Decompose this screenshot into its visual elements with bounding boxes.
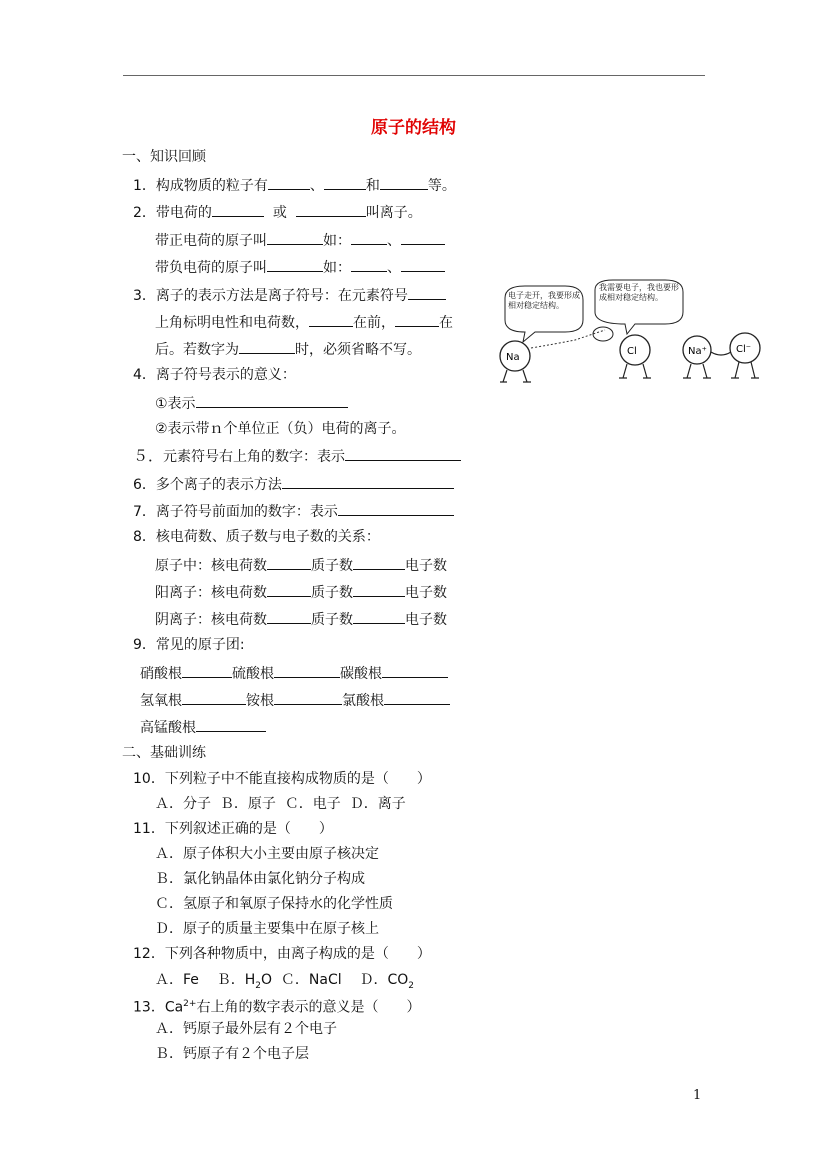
net-icon (593, 327, 613, 341)
atom-label: Cl⁻ (736, 344, 752, 355)
blank (274, 690, 342, 705)
atom-label: Cl (627, 346, 637, 357)
blank (353, 555, 405, 570)
q1-text: 构成物质的粒子有 (155, 178, 268, 194)
q3-l2b: 在前， (353, 315, 395, 331)
blank (309, 312, 353, 327)
q6-number: 6． (133, 477, 156, 493)
atom-label: Na (506, 352, 520, 363)
blank (196, 717, 266, 732)
radical-label: 氢氧根 (140, 693, 182, 709)
option: Ａ．原子体积大小主要由原子核决定 (155, 846, 379, 862)
q4-item-2: ②表示带ｎ个单位正（负）电荷的离子。 (155, 421, 406, 437)
q8-number: 8． (133, 529, 156, 545)
option: Ａ．分子 (155, 796, 211, 812)
blank (282, 474, 454, 489)
q2-sep: 、 (387, 233, 401, 249)
q2-eg: 如： (323, 233, 351, 249)
q5-text: 元素符号右上角的数字：表示 (163, 449, 346, 465)
q8-row-end: 电子数 (405, 612, 447, 628)
blank (267, 555, 311, 570)
blank (267, 257, 323, 272)
q4-item-1 (155, 393, 348, 413)
q9-row-2 (140, 690, 450, 710)
blank (384, 690, 450, 705)
q8-row-label: 原子中：核电荷数 (155, 558, 267, 574)
question-4 (133, 366, 296, 384)
bubble-right-text: 我需要电子，我也要形成相对稳定结构。 (599, 283, 679, 302)
q5-number: ５． (133, 447, 164, 465)
q8-text: 核电荷数、质子数与电子数的关系： (155, 529, 380, 545)
radical-label: 高锰酸根 (140, 720, 196, 736)
blank (353, 582, 405, 597)
q2-neg-label: 带负电荷的原子叫 (155, 260, 267, 276)
option: Ｂ．$H_2O$ (216, 972, 273, 991)
q8-row-end: 电子数 (405, 585, 447, 601)
q2-pos-label: 带正电荷的原子叫 (155, 233, 267, 249)
question-5 (133, 446, 461, 466)
q1-sep: 、 (309, 178, 324, 194)
q2-end: 叫离子。 (365, 205, 422, 221)
question-12-stem: 12．下列各种物质中，由离子构成的是（ ） (133, 946, 431, 962)
blank (239, 339, 295, 354)
q2-negative-line (155, 257, 445, 277)
q8-row-label: 阳离子：核电荷数 (155, 585, 267, 601)
header-rule (123, 75, 705, 76)
q2-number: 2． (133, 205, 156, 221)
q3-l2c: 在 (439, 315, 453, 331)
q6-text: 多个离子的表示方法 (155, 477, 282, 493)
blank (382, 663, 448, 678)
question-10-options (155, 795, 406, 813)
q3-line3 (155, 339, 421, 359)
blank (267, 609, 311, 624)
question-2 (133, 202, 422, 222)
q3-number: 3． (133, 288, 156, 304)
option: Ｄ．离子 (349, 796, 406, 812)
q2-eg: 如： (323, 260, 351, 276)
blank (296, 202, 366, 217)
q2-text: 带电荷的 (155, 205, 212, 221)
section-1-heading: 一、知识回顾 (122, 149, 206, 165)
q4-number: 4． (133, 367, 156, 383)
question-1 (133, 175, 456, 195)
question-13-stem: 13．$Ca^{2+}$右上角的数字表示的意义是（ ） (133, 999, 421, 1016)
option: Ａ．钙原子最外层有２个电子 (155, 1021, 337, 1037)
bubble-left-text: 电子走开，我要形成相对稳定结构。 (508, 291, 580, 310)
q1-end: 等。 (427, 178, 456, 194)
radical-label: 氯酸根 (342, 693, 384, 709)
radical-label: 铵根 (246, 693, 274, 709)
q1-and: 和 (365, 178, 380, 194)
question-7 (133, 501, 454, 521)
q8-row-mid: 质子数 (311, 612, 353, 628)
blank (324, 175, 366, 190)
q9-number: 9． (133, 637, 156, 653)
q8-row-mid: 质子数 (311, 558, 353, 574)
q4-i1: ①表示 (155, 396, 196, 412)
q9-row-3 (140, 717, 266, 737)
blank (268, 175, 310, 190)
q8-row-end: 电子数 (405, 558, 447, 574)
option: Ｂ．原子 (219, 796, 276, 812)
question-3 (133, 285, 446, 305)
question-11-stem: 11．下列叙述正确的是（ ） (133, 821, 333, 837)
q4-text: 离子符号表示的意义： (155, 367, 296, 383)
q3-l3b: 时，必须省略不写。 (295, 342, 421, 358)
q8-row-anion (155, 609, 447, 629)
question-6 (133, 474, 454, 494)
option: Ｃ．电子 (284, 796, 341, 812)
radical-label: 硫酸根 (232, 666, 274, 682)
blank (182, 663, 232, 678)
q3-l2a: 上角标明电性和电荷数， (155, 315, 309, 331)
option: Ｂ．氯化钠晶体由氯化钠分子构成 (155, 871, 365, 887)
q8-row-label: 阴离子：核电荷数 (155, 612, 267, 628)
q9-row-1 (140, 663, 448, 683)
page-title: 原子的结构 (371, 118, 456, 138)
ion-formation-cartoon (495, 278, 770, 390)
q7-text: 离子符号前面加的数字：表示 (155, 504, 338, 520)
q9-text: 常见的原子团: (155, 637, 245, 653)
question-12-options (155, 971, 414, 995)
radical-label: 碳酸根 (340, 666, 382, 682)
section-2-heading: 二、基础训练 (122, 745, 206, 761)
option: Ａ．Fe (155, 972, 199, 988)
q3-l3a: 后。若数字为 (155, 342, 239, 358)
blank (408, 285, 446, 300)
q2-positive-line (155, 230, 445, 250)
option: Ｂ．钙原子有２个电子层 (155, 1046, 309, 1062)
q3-line1: 离子的表示方法是离子符号：在元素符号 (155, 288, 408, 304)
blank (351, 257, 387, 272)
option: Ｄ．原子的质量主要集中在原子核上 (155, 921, 379, 937)
blank (212, 202, 264, 217)
question-10-stem: 10．下列粒子中不能直接构成物质的是（ ） (133, 771, 431, 787)
blank (345, 446, 461, 461)
option: Ｃ．氢原子和氧原子保持水的化学性质 (155, 896, 393, 912)
blank (351, 230, 387, 245)
blank (380, 175, 428, 190)
q1-number: 1． (133, 178, 156, 194)
blank (196, 393, 348, 408)
question-8 (133, 528, 380, 546)
option: Ｃ．NaCl (280, 972, 342, 988)
question-9 (133, 636, 245, 654)
blank (267, 230, 323, 245)
q2-or: 或 (272, 205, 287, 221)
q8-row-mid: 质子数 (311, 585, 353, 601)
blank (395, 312, 439, 327)
page-number: 1 (693, 1088, 702, 1103)
q7-number: 7． (133, 504, 156, 520)
blank (401, 257, 445, 272)
option: Ｄ．$CO_2$ (359, 972, 414, 991)
blank (353, 609, 405, 624)
q3-line2 (155, 312, 453, 332)
blank (401, 230, 445, 245)
q8-row-atom (155, 555, 447, 575)
blank (182, 690, 246, 705)
radical-label: 硝酸根 (140, 666, 182, 682)
blank (274, 663, 340, 678)
atom-label: Na⁺ (688, 346, 707, 357)
q8-row-cation (155, 582, 447, 602)
blank (338, 501, 454, 516)
blank (267, 582, 311, 597)
q2-sep: 、 (387, 260, 401, 276)
